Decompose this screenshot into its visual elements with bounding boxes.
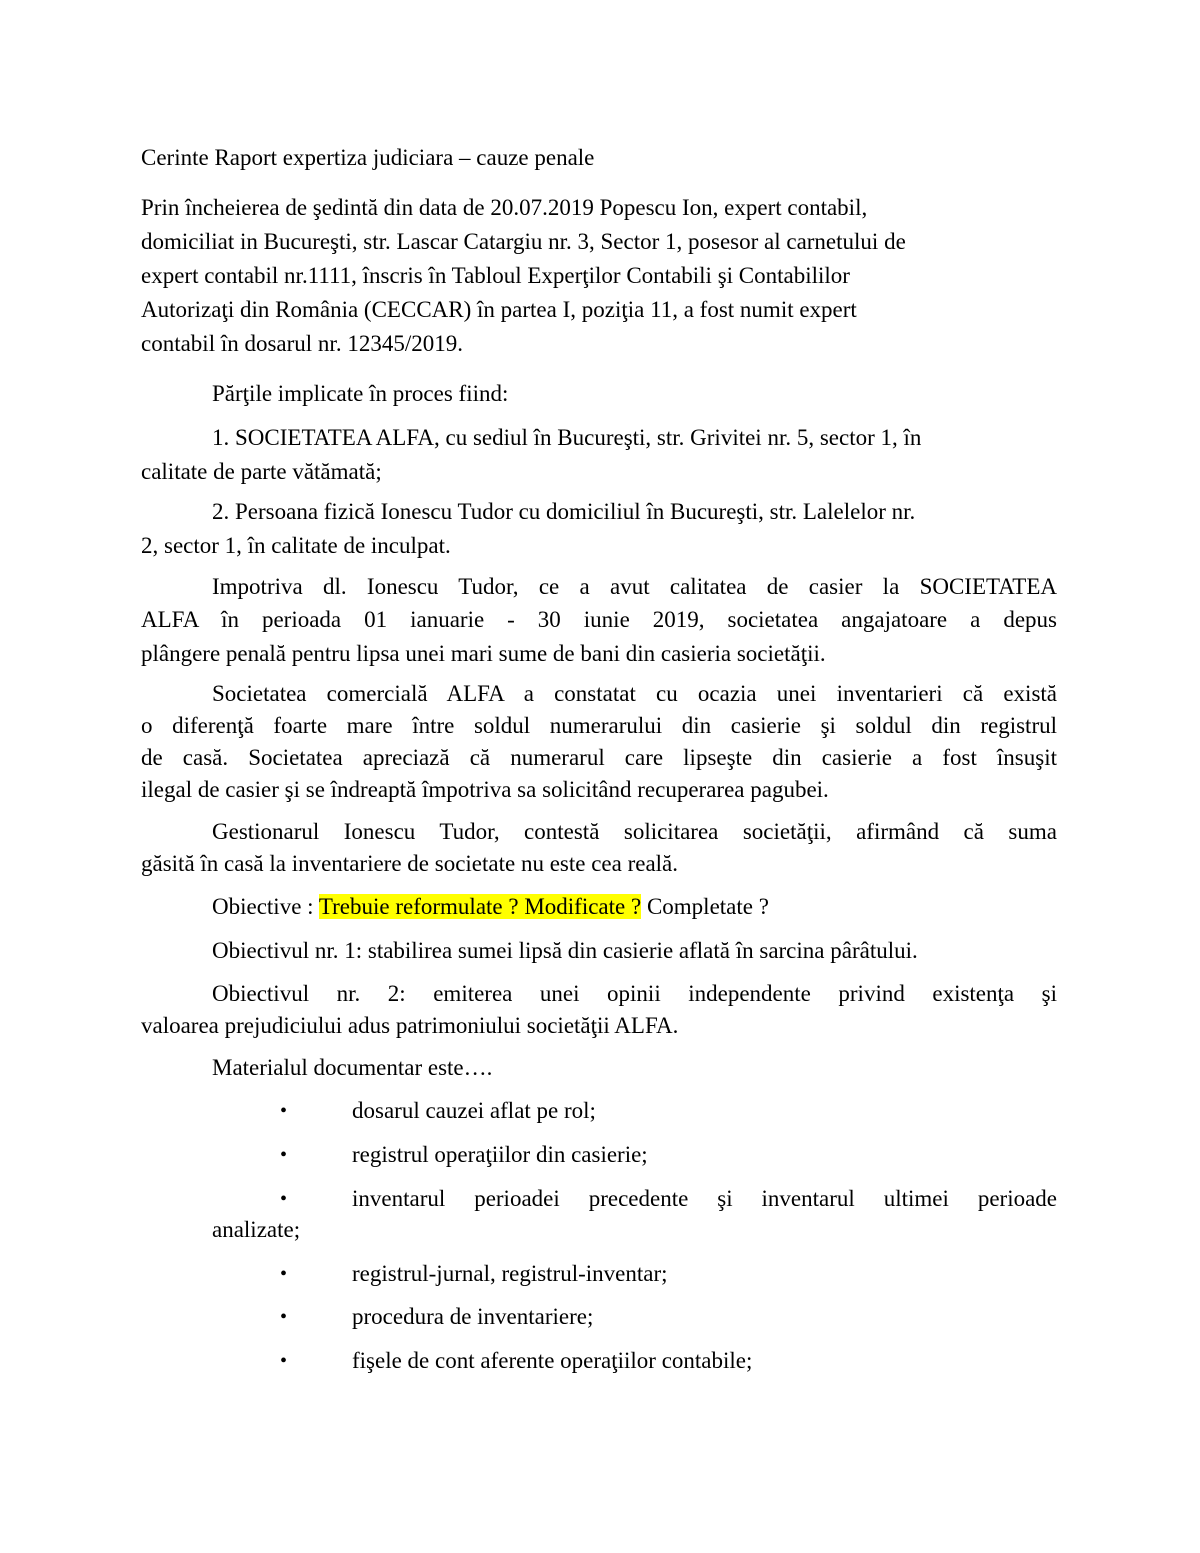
impotriva-line-3: plângere penală pentru lipsa unei mari sume de bani din casieria societăţii. [141,641,826,666]
obiectiv2-line-2: valoarea prejudiciului adus patrimoniului societăţii ALFA. [141,1013,679,1038]
bullet-icon: • [280,1100,288,1122]
societatea-line-2: o diferenţă foarte mare între soldul numerarului din casierie şi soldul din registrul [141,713,1057,738]
list-item: dosarul cauzei aflat pe rol; [352,1098,596,1123]
intro-line-5: contabil în dosarul nr. 12345/2019. [141,331,463,356]
list-item: registrul operaţiilor din casierie; [352,1142,648,1167]
materialul-heading: Materialul documentar este…. [212,1055,493,1080]
party1-line-2: calitate de parte vătămată; [141,459,382,484]
impotriva-line-2: ALFA în perioada 01 ianuarie - 30 iunie 2019, societatea angajatoare a depus [141,607,1057,632]
bullet-icon: • [280,1350,288,1372]
party1-line-1: 1. SOCIETATEA ALFA, cu sediul în Bucureşti, str. Grivitei nr. 5, sector 1, în [212,425,922,450]
list-item: fişele de cont aferente operaţiilor contabile; [352,1348,753,1373]
obiective-label: Obiective : [212,894,319,919]
gestionar-line-2: găsită în casă la inventariere de societate nu este cea reală. [141,851,679,876]
party2-line-1: 2. Persoana fizică Ionescu Tudor cu domiciliul în Bucureşti, str. Lalelelor nr. [212,499,916,524]
obiectiv1: Obiectivul nr. 1: stabilirea sumei lipsă din casierie aflată în sarcina pârâtului. [212,938,918,963]
list-item-continuation: analizate; [212,1217,301,1242]
societatea-line-3: de casă. Societatea apreciază că numerarul care lipseşte din casierie a fost însuşit [141,745,1057,770]
obiective-line [212,894,769,920]
list-item: procedura de inventariere; [352,1304,594,1329]
bullet-icon: • [280,1144,288,1166]
bullet-icon: • [280,1188,288,1210]
list-item: registrul-jurnal, registrul-inventar; [352,1261,668,1286]
societatea-line-1: Societatea comercială ALFA a constatat cu ocazia unei inventarieri că există [212,681,1057,706]
highlighted-note: Trebuie reformulate ? Modificate ? [318,894,642,919]
intro-line-3: expert contabil nr.1111, înscris în Tabloul Experţilor Contabili şi Contabililor [141,263,850,288]
gestionar-line-1: Gestionarul Ionescu Tudor, contestă solicitarea societăţii, afirmând că suma [212,819,1057,844]
intro-line-2: domiciliat in Bucureşti, str. Lascar Catargiu nr. 3, Sector 1, posesor al carnetului de [141,229,906,254]
party2-line-2: 2, sector 1, în calitate de inculpat. [141,533,451,558]
impotriva-line-1: Impotriva dl. Ionescu Tudor, ce a avut calitatea de casier la SOCIETATEA [212,574,1057,599]
document-title: Cerinte Raport expertiza judiciara – cauze penale [141,145,595,170]
obiective-rest: Completate ? [641,894,769,919]
obiectiv2-line-1: Obiectivul nr. 2: emiterea unei opinii independente privind existenţa şi [212,981,1057,1006]
parties-heading: Părţile implicate în proces fiind: [212,381,509,406]
list-item: inventarul perioadei precedente şi inventarul ultimei perioade [352,1186,1057,1211]
bullet-icon: • [280,1263,288,1285]
intro-line-4: Autorizaţi din România (CECCAR) în partea I, poziţia 11, a fost numit expert [141,297,857,322]
intro-line-1: Prin încheierea de şedintă din data de 20.07.2019 Popescu Ion, expert contabil, [141,195,868,220]
societatea-line-4: ilegal de casier şi se îndreaptă împotriva sa solicitând recuperarea pagubei. [141,777,829,802]
bullet-icon: • [280,1306,288,1328]
